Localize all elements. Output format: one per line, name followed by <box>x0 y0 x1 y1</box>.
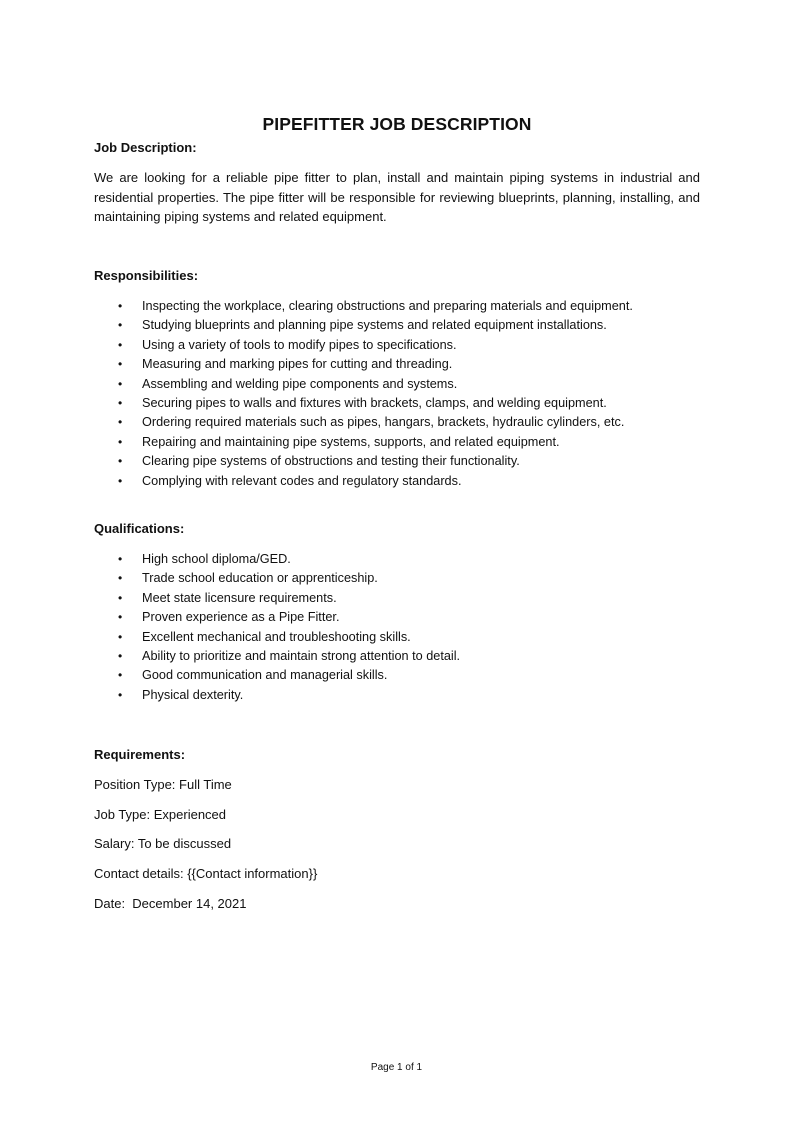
bullet-icon: • <box>118 610 123 625</box>
list-item: • Trade school education or apprenticeship. <box>94 569 700 588</box>
bullet-icon: • <box>118 318 123 333</box>
bullet-icon: • <box>118 357 123 372</box>
list-item: • Excellent mechanical and troubleshooting skills. <box>94 628 700 647</box>
list-item: • Repairing and maintaining pipe systems, supports, and related equipment. <box>94 433 700 452</box>
job-description-heading: Job Description: <box>94 140 197 155</box>
list-item: • Using a variety of tools to modify pipes to specifications. <box>94 336 700 355</box>
bullet-icon: • <box>118 299 123 313</box>
list-item: • Studying blueprints and planning pipe systems and related equipment installations. <box>94 316 700 335</box>
list-item: • Meet state licensure requirements. <box>94 589 700 608</box>
list-item: • Ability to prioritize and maintain strong attention to detail. <box>94 647 700 666</box>
list-item: • Physical dexterity. <box>94 686 700 705</box>
job-description-text: We are looking for a reliable pipe fitter to plan, install and maintain piping systems in industrial and residential properties. The pipe fitter will be responsible for reviewing blueprints, planning, installing, and maintaining piping systems and related equipment. <box>94 170 700 224</box>
qualifications-list <box>94 550 700 705</box>
bullet-icon: • <box>118 376 123 391</box>
bullet-icon: • <box>118 668 123 683</box>
list-item: • Securing pipes to walls and fixtures with brackets, clamps, and welding equipment. <box>94 394 700 413</box>
salary: Salary: To be discussed <box>94 836 232 851</box>
qualifications-heading: Qualifications: <box>94 521 185 536</box>
bullet-icon: • <box>118 590 123 605</box>
bullet-icon: • <box>118 629 123 644</box>
bullet-icon: • <box>118 415 123 430</box>
position-type: Position Type: Full Time <box>94 777 232 792</box>
list-item: • Proven experience as a Pipe Fitter. <box>94 608 700 627</box>
list-item: • High school diploma/GED. <box>94 550 700 569</box>
contact-details: Contact details: {{Contact information}} <box>94 866 318 881</box>
list-item: • Inspecting the workplace, clearing obstructions and preparing materials and equipment. <box>94 297 700 316</box>
list-item: • Clearing pipe systems of obstructions and testing their functionality. <box>94 452 700 471</box>
bullet-icon: • <box>118 649 123 664</box>
bullet-icon: • <box>118 396 123 411</box>
bullet-icon: • <box>118 687 123 702</box>
list-item: • Measuring and marking pipes for cutting and threading. <box>94 355 700 374</box>
bullet-icon: • <box>118 473 123 488</box>
responsibilities-list <box>94 297 700 491</box>
date: Date: December 14, 2021 <box>94 896 247 911</box>
page-number-footer: Page 1 of 1 <box>370 1062 423 1073</box>
list-item: • Good communication and managerial skills. <box>94 666 700 685</box>
job-type: Job Type: Experienced <box>94 807 227 822</box>
list-item: • Complying with relevant codes and regulatory standards. <box>94 472 700 491</box>
requirements-heading: Requirements: <box>94 747 186 762</box>
list-item: • Assembling and welding pipe components and systems. <box>94 375 700 394</box>
bullet-icon: • <box>118 434 123 449</box>
bullet-icon: • <box>118 337 123 352</box>
responsibilities-heading: Responsibilities: <box>94 268 199 283</box>
list-item: • Ordering required materials such as pipes, hangars, brackets, hydraulic cylinders, etc. <box>94 413 700 432</box>
document-title: PIPEFITTER JOB DESCRIPTION <box>262 114 532 134</box>
bullet-icon: • <box>118 454 123 469</box>
bullet-icon: • <box>118 571 123 586</box>
bullet-icon: • <box>118 552 123 566</box>
